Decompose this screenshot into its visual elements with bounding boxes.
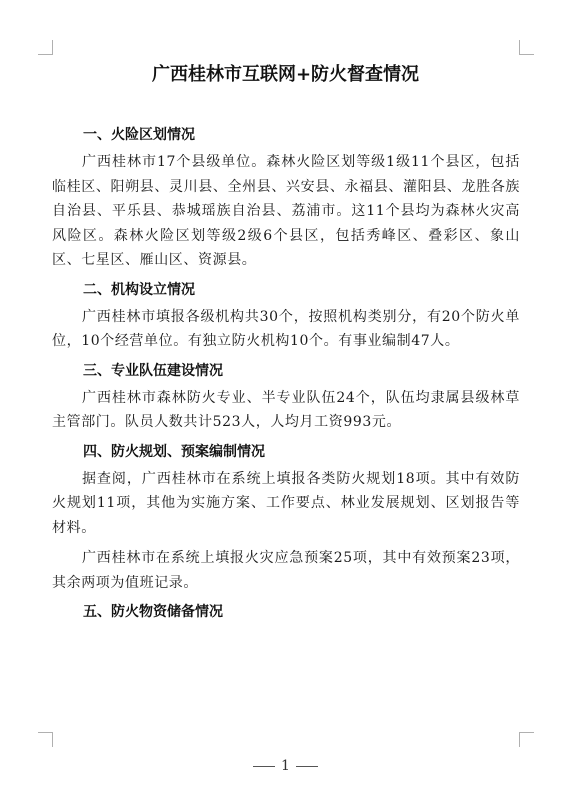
crop-mark-top-left bbox=[38, 40, 53, 55]
section-paragraph: 广西桂林市填报各级机构共30个，按照机构类别分，有20个防火单位，10个经营单位。有独立防火机构10个。有事业编制47人。 bbox=[52, 308, 520, 349]
section-heading: 五、防火物资储备情况 bbox=[83, 604, 223, 620]
section-planning-plans bbox=[52, 441, 520, 596]
section-heading: 一、火险区划情况 bbox=[83, 127, 195, 143]
page-number: 1 bbox=[281, 758, 290, 774]
section-material-reserves bbox=[52, 601, 520, 623]
footer-dash-left bbox=[253, 766, 275, 767]
section-paragraph: 广西桂林市17个县级单位。森林火险区划等级1级11个县区，包括临桂区、阳朔县、灵川县、全州县、兴安县、永福县、灌阳县、龙胜各族自治县、平乐县、恭城瑶族自治县、荔浦市。这11个县均为森林火灾高风险区。森林火险区划等级2级6个县区，包括秀峰区、叠彩区、象山区、七星区、雁山区、资源县。 bbox=[52, 154, 520, 268]
crop-mark-bottom-right bbox=[519, 732, 534, 747]
section-heading: 四、防火规划、预案编制情况 bbox=[83, 443, 265, 460]
section-paragraph: 据查阅，广西桂林市在系统上填报各类防火规划18项。其中有效防火规划11项，其他为实施方案、工作要点、林业发展规划、区划报告等材料。 bbox=[52, 470, 520, 536]
section-paragraph: 广西桂林市森林防火专业、半专业队伍24个，队伍均隶属县级林草主管部门。队员人数共计523人，人均月工资993元。 bbox=[52, 389, 520, 430]
section-heading: 三、专业队伍建设情况 bbox=[83, 362, 223, 379]
footer-dash-right bbox=[296, 766, 318, 767]
section-heading: 二、机构设立情况 bbox=[83, 281, 195, 298]
crop-mark-top-right bbox=[519, 40, 534, 55]
document-title: 广西桂林市互联网+防火督查情况 bbox=[151, 64, 420, 85]
section-fire-risk-zoning bbox=[52, 124, 520, 273]
crop-mark-bottom-left bbox=[38, 732, 53, 747]
document-body bbox=[52, 124, 520, 627]
page-footer bbox=[0, 756, 571, 776]
section-paragraph: 广西桂林市在系统上填报火灾应急预案25项，其中有效预案23项，其余两项为值班记录。 bbox=[52, 550, 520, 591]
section-professional-teams bbox=[52, 360, 520, 435]
section-institutions bbox=[52, 279, 520, 354]
